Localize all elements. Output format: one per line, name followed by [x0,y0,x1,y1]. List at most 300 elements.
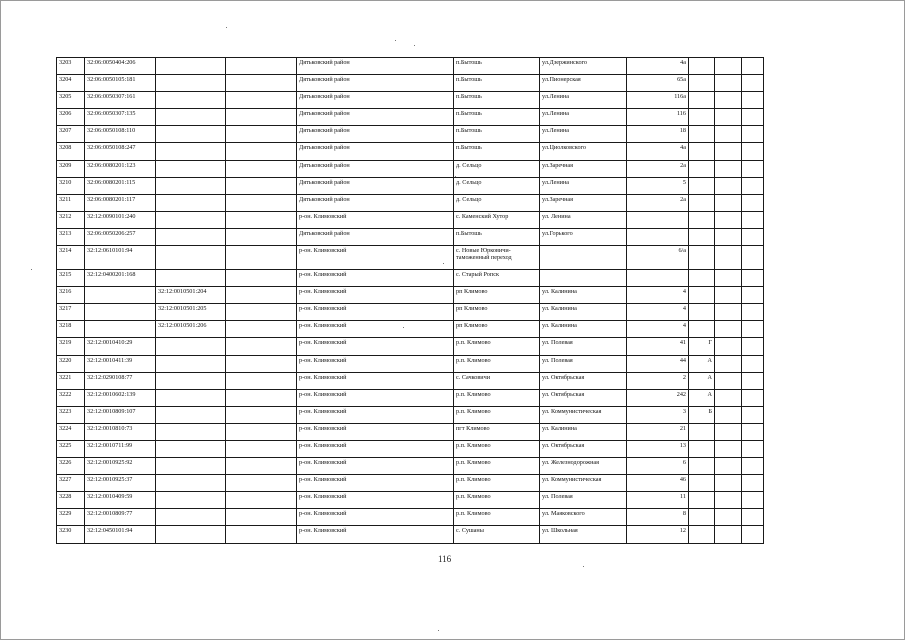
cell-empty [742,126,764,143]
cell-row-number: 3208 [57,143,85,160]
cell-cadastral-number-2 [156,143,226,160]
cell-letter [689,492,715,509]
cell-empty [226,194,297,211]
cell-locality: п.Бытошь [454,143,540,160]
cell-empty [226,509,297,526]
scan-speck [443,263,444,264]
cell-locality: р.п. Климово [454,458,540,475]
cell-empty [715,211,742,228]
cell-empty [715,509,742,526]
cell-locality: п.Бытошь [454,228,540,245]
cell-empty [715,355,742,372]
cell-empty [226,211,297,228]
cell-row-number: 3211 [57,194,85,211]
cell-empty [226,458,297,475]
cell-letter [689,177,715,194]
cell-district: Дятьковский район [297,160,454,177]
cell-empty [226,355,297,372]
cell-row-number: 3218 [57,321,85,338]
cell-letter [689,423,715,440]
cell-empty [742,492,764,509]
cell-house: 4 [627,321,689,338]
cell-empty [742,509,764,526]
cell-cadastral-number: 32:06:0050108:247 [85,143,156,160]
cell-empty [715,58,742,75]
cell-row-number: 3207 [57,126,85,143]
cell-empty [715,526,742,543]
cell-street: ул. Октябрьская [540,389,627,406]
cell-letter [689,109,715,126]
cell-cadastral-number: 32:12:0290108:77 [85,372,156,389]
cell-house [627,270,689,287]
cell-empty [742,526,764,543]
cell-row-number: 3203 [57,58,85,75]
cell-cadastral-number-2 [156,458,226,475]
cell-locality: рп Климово [454,321,540,338]
cell-empty [715,492,742,509]
cell-row-number: 3219 [57,338,85,355]
cell-letter [689,287,715,304]
cell-empty [715,75,742,92]
cell-empty [226,526,297,543]
property-register-table [56,57,764,544]
cell-street: ул.Ленина [540,92,627,109]
table-row [57,355,764,372]
cell-empty [715,423,742,440]
cell-row-number: 3213 [57,228,85,245]
scan-speck [31,269,32,270]
cell-empty [742,194,764,211]
cell-street: ул. Калинина [540,287,627,304]
cell-letter: Г [689,338,715,355]
cell-empty [742,75,764,92]
cell-street: ул. Полевая [540,355,627,372]
cell-district: р-он. Климовский [297,287,454,304]
cell-row-number: 3227 [57,475,85,492]
cell-empty [742,423,764,440]
cell-locality: с. Новые Юрковичи-таможенный переход [454,246,540,270]
cell-empty [226,58,297,75]
cell-district: Дятьковский район [297,126,454,143]
cell-row-number: 3215 [57,270,85,287]
cell-district: Дятьковский район [297,177,454,194]
cell-row-number: 3226 [57,458,85,475]
cell-empty [742,177,764,194]
cell-street: ул. Коммунистическая [540,475,627,492]
cell-letter [689,440,715,457]
cell-locality: п.Бытошь [454,109,540,126]
cell-house: 13 [627,440,689,457]
table-row [57,160,764,177]
cell-row-number: 3225 [57,440,85,457]
cell-house: 4а [627,143,689,160]
cell-row-number: 3223 [57,406,85,423]
cell-district: Дятьковский район [297,143,454,160]
scan-speck [455,176,456,177]
table-row [57,246,764,270]
cell-district: р-он. Климовский [297,321,454,338]
cell-house: 4 [627,304,689,321]
cell-district: р-он. Климовский [297,246,454,270]
cell-house: 242 [627,389,689,406]
cell-cadastral-number-2 [156,109,226,126]
cell-empty [742,372,764,389]
cell-street: ул. Коммунистическая [540,406,627,423]
cell-cadastral-number: 32:12:0010925:92 [85,458,156,475]
cell-cadastral-number-2 [156,126,226,143]
cell-street: ул. Полевая [540,338,627,355]
cell-house [627,211,689,228]
cell-cadastral-number: 32:12:0610101:94 [85,246,156,270]
cell-letter [689,126,715,143]
cell-letter: А [689,355,715,372]
cell-empty [742,270,764,287]
cell-empty [742,475,764,492]
cell-empty [742,338,764,355]
cell-cadastral-number [85,304,156,321]
cell-cadastral-number: 32:06:0050307:135 [85,109,156,126]
cell-house: 3 [627,406,689,423]
cell-empty [715,406,742,423]
table-row [57,372,764,389]
scan-speck [403,327,404,328]
cell-locality: пгт Климово [454,423,540,440]
cell-cadastral-number-2 [156,211,226,228]
cell-locality: р.п. Климово [454,509,540,526]
cell-cadastral-number-2: 32:12:0010501:204 [156,287,226,304]
cell-street [540,246,627,270]
cell-row-number: 3206 [57,109,85,126]
cell-locality: рп Климово [454,304,540,321]
cell-cadastral-number: 32:12:0010809:107 [85,406,156,423]
cell-letter [689,58,715,75]
cell-row-number: 3205 [57,92,85,109]
cell-cadastral-number: 32:06:0080201:115 [85,177,156,194]
table-row [57,304,764,321]
cell-district: р-он. Климовский [297,458,454,475]
cell-cadastral-number: 32:12:0010711:99 [85,440,156,457]
cell-letter: А [689,372,715,389]
cell-empty [742,406,764,423]
cell-letter [689,526,715,543]
cell-cadastral-number: 32:12:0010602:139 [85,389,156,406]
table-row [57,177,764,194]
cell-cadastral-number: 32:12:0450101:94 [85,526,156,543]
cell-locality: р.п. Климово [454,389,540,406]
cell-cadastral-number: 32:06:0050105:181 [85,75,156,92]
cell-cadastral-number: 32:06:0050307:161 [85,92,156,109]
cell-street: ул. Калинина [540,304,627,321]
cell-house: 46 [627,475,689,492]
cell-district: р-он. Климовский [297,389,454,406]
cell-street: ул.Заречная [540,194,627,211]
cell-cadastral-number: 32:06:0050108:110 [85,126,156,143]
cell-cadastral-number-2 [156,509,226,526]
cell-street: ул. Полевая [540,492,627,509]
cell-house: 44 [627,355,689,372]
cell-street: ул. Октябрьская [540,372,627,389]
page-number: 116 [438,554,452,564]
scan-speck [395,40,396,41]
cell-empty [715,177,742,194]
cell-cadastral-number-2 [156,389,226,406]
cell-cadastral-number-2: 32:12:0010501:205 [156,304,226,321]
cell-district: Дятьковский район [297,75,454,92]
cell-empty [226,440,297,457]
cell-house [627,228,689,245]
cell-row-number: 3222 [57,389,85,406]
cell-cadastral-number: 32:12:0010411:39 [85,355,156,372]
cell-street: ул.Ленина [540,177,627,194]
cell-locality: с. Сушаны [454,526,540,543]
cell-empty [226,270,297,287]
cell-street: ул. Октябрьская [540,440,627,457]
cell-cadastral-number-2 [156,338,226,355]
cell-district: р-он. Климовский [297,372,454,389]
cell-cadastral-number: 32:12:0010809:77 [85,509,156,526]
cell-locality: д. Сельцо [454,160,540,177]
cell-district: р-он. Климовский [297,211,454,228]
cell-letter [689,211,715,228]
cell-row-number: 3204 [57,75,85,92]
cell-cadastral-number: 32:12:0010410:29 [85,338,156,355]
cell-empty [742,246,764,270]
cell-row-number: 3221 [57,372,85,389]
cell-street: ул. Ленина [540,211,627,228]
cell-locality: д. Сельцо [454,194,540,211]
cell-district: р-он. Климовский [297,355,454,372]
scan-speck [226,27,227,28]
cell-empty [226,92,297,109]
cell-empty [226,389,297,406]
cell-empty [226,372,297,389]
cell-row-number: 3229 [57,509,85,526]
cell-house: 41 [627,338,689,355]
cell-house: 116 [627,109,689,126]
cell-empty [226,321,297,338]
cell-district: Дятьковский район [297,58,454,75]
cell-cadastral-number-2 [156,58,226,75]
scan-speck [583,566,584,567]
cell-district: р-он. Климовский [297,423,454,440]
table-row [57,458,764,475]
cell-locality: п.Бытошь [454,92,540,109]
cell-locality: р.п. Климово [454,492,540,509]
cell-empty [226,492,297,509]
cell-district: Дятьковский район [297,194,454,211]
cell-cadastral-number: 32:06:0080201:123 [85,160,156,177]
cell-empty [226,143,297,160]
cell-empty [715,228,742,245]
table-row [57,194,764,211]
cell-letter [689,270,715,287]
cell-locality: п.Бытошь [454,75,540,92]
cell-empty [226,304,297,321]
cell-cadastral-number-2 [156,526,226,543]
cell-row-number: 3209 [57,160,85,177]
cell-house: 2 [627,372,689,389]
cell-empty [742,355,764,372]
cell-house: 21 [627,423,689,440]
cell-street: ул. Калинина [540,321,627,338]
cell-empty [742,440,764,457]
cell-empty [715,458,742,475]
cell-empty [226,287,297,304]
cell-letter [689,228,715,245]
cell-row-number: 3214 [57,246,85,270]
cell-locality: р.п. Климово [454,475,540,492]
cell-house: 6/а [627,246,689,270]
cell-empty [742,92,764,109]
cell-house: 18 [627,126,689,143]
cell-locality: р.п. Климово [454,406,540,423]
cell-empty [715,109,742,126]
cell-house: 65а [627,75,689,92]
cell-empty [742,389,764,406]
cell-cadastral-number-2 [156,406,226,423]
cell-empty [742,143,764,160]
cell-empty [715,92,742,109]
cell-cadastral-number-2 [156,423,226,440]
cell-empty [715,246,742,270]
cell-row-number: 3216 [57,287,85,304]
table-row [57,338,764,355]
cell-street: ул.Горького [540,228,627,245]
cell-empty [715,270,742,287]
cell-empty [226,177,297,194]
cell-street [540,270,627,287]
cell-row-number: 3220 [57,355,85,372]
cell-cadastral-number-2 [156,228,226,245]
cell-row-number: 3228 [57,492,85,509]
cell-cadastral-number-2 [156,492,226,509]
cell-locality: р.п. Климово [454,338,540,355]
cell-district: р-он. Климовский [297,304,454,321]
cell-district: р-он. Климовский [297,270,454,287]
cell-letter [689,75,715,92]
table-row [57,475,764,492]
cell-district: р-он. Климовский [297,509,454,526]
cell-row-number: 3212 [57,211,85,228]
cell-letter [689,143,715,160]
cell-street: ул. Школьная [540,526,627,543]
cell-letter [689,458,715,475]
cell-empty [715,321,742,338]
cell-letter [689,246,715,270]
cell-empty [715,372,742,389]
cell-cadastral-number-2 [156,270,226,287]
cell-locality: с. Каменский Хутор [454,211,540,228]
cell-street: ул.Заречная [540,160,627,177]
cell-empty [226,475,297,492]
cell-house: 2а [627,160,689,177]
cell-empty [715,475,742,492]
cell-house: 4а [627,58,689,75]
cell-empty [742,58,764,75]
cell-empty [742,228,764,245]
cell-district: р-он. Климовский [297,492,454,509]
cell-empty [742,211,764,228]
cell-letter [689,194,715,211]
cell-empty [715,194,742,211]
cell-empty [226,406,297,423]
cell-street: ул.Дзержинского [540,58,627,75]
cell-cadastral-number-2 [156,355,226,372]
cell-empty [742,304,764,321]
table-row [57,492,764,509]
cell-cadastral-number: 32:12:0010925:37 [85,475,156,492]
cell-empty [226,338,297,355]
cell-cadastral-number: 32:12:0400201:168 [85,270,156,287]
cell-house: 5 [627,177,689,194]
cell-district: р-он. Климовский [297,338,454,355]
cell-empty [226,75,297,92]
cell-cadastral-number-2 [156,475,226,492]
cell-empty [715,389,742,406]
cell-cadastral-number-2: 32:12:0010501:206 [156,321,226,338]
cell-locality: с. Старый Ропск [454,270,540,287]
cell-empty [715,287,742,304]
cell-cadastral-number: 32:12:0010810:73 [85,423,156,440]
cell-row-number: 3217 [57,304,85,321]
cell-district: Дятьковский район [297,92,454,109]
cell-cadastral-number-2 [156,92,226,109]
table-row [57,509,764,526]
cell-house: 116а [627,92,689,109]
cell-cadastral-number-2 [156,194,226,211]
cell-street: ул. Железнодорожная [540,458,627,475]
cell-street: ул.Пионерская [540,75,627,92]
cell-street: ул.Циолковского [540,143,627,160]
cell-street: ул.Ленина [540,126,627,143]
cell-empty [715,160,742,177]
cell-empty [226,109,297,126]
cell-street: ул. Калинина [540,423,627,440]
table-row [57,92,764,109]
cell-letter [689,92,715,109]
cell-house: 8 [627,509,689,526]
cell-letter [689,475,715,492]
cell-empty [226,160,297,177]
table-row [57,440,764,457]
table-row [57,526,764,543]
cell-district: Дятьковский район [297,109,454,126]
cell-cadastral-number-2 [156,75,226,92]
cell-cadastral-number [85,287,156,304]
scan-speck [414,45,415,46]
cell-letter [689,160,715,177]
table-row [57,287,764,304]
cell-cadastral-number: 32:06:0050404:206 [85,58,156,75]
cell-cadastral-number [85,321,156,338]
cell-row-number: 3224 [57,423,85,440]
cell-empty [742,458,764,475]
cell-cadastral-number-2 [156,372,226,389]
cell-letter: А [689,389,715,406]
cell-empty [715,338,742,355]
cell-cadastral-number: 32:12:0090101:240 [85,211,156,228]
scan-speck [438,630,439,631]
table-row [57,270,764,287]
cell-house: 12 [627,526,689,543]
cell-locality: п.Бытошь [454,126,540,143]
cell-row-number: 3210 [57,177,85,194]
cell-cadastral-number-2 [156,160,226,177]
cell-locality: р.п. Климово [454,440,540,457]
cell-cadastral-number: 32:06:0050206:257 [85,228,156,245]
cell-district: Дятьковский район [297,228,454,245]
table-row [57,143,764,160]
